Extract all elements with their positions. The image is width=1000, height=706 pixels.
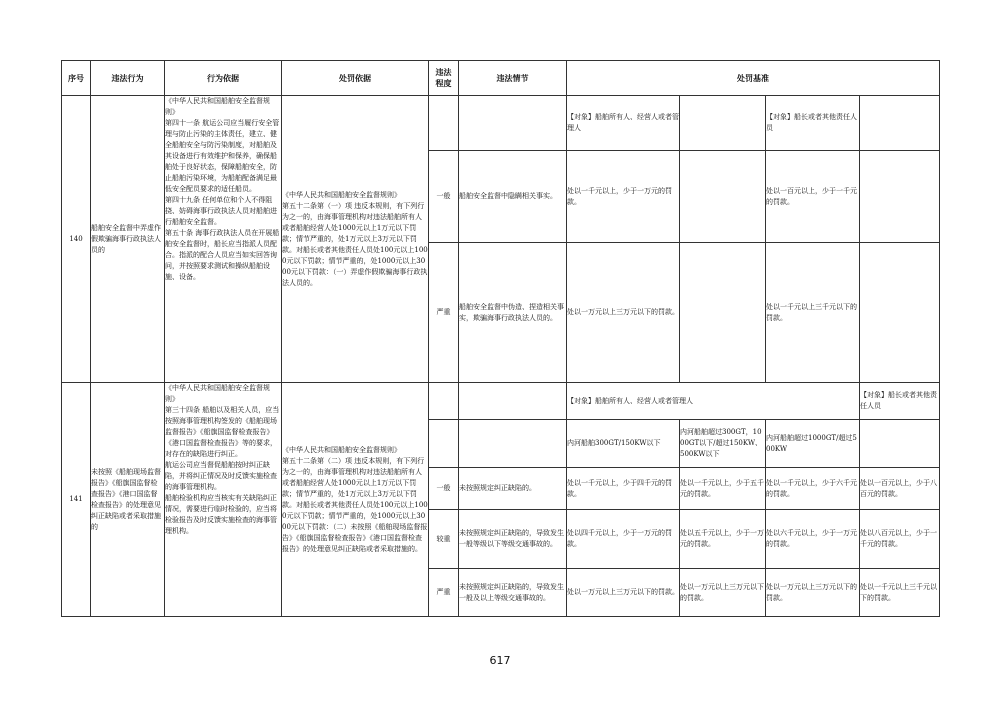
page-number: 617 [489,654,511,667]
circumstance-cell: 船舶安全监督中伪造、捏造相关事实，欺骗海事行政执法人员的。 [459,243,567,383]
header-degree: 违法 程度 [429,61,459,96]
seq-cell: 140 [62,96,91,383]
header-basis: 行为依据 [165,61,282,96]
captain-penalty-cell: 处以八百元以上，少于一千元的罚款。 [860,510,940,569]
penalty-cell: 《中华人民共和国船舶安全监督规则》 第五十二条第（一）项 违反本规则，有下列行为之一的，由海事管理机构对违法船舶所有人或者船舶经营人处1000元以上1万元以下罚款；情节严重的，处1万元以上3万元以下罚款。对船长或者其他责任人员处100元以上1000元以下罚款；情节严重的，处1000元以上3000元以下罚款：（一）弄虚作假欺骗海事行政执法人员的。 [282,96,429,383]
header-standard: 处罚基准 [567,61,940,96]
owner-penalty-cell: 处以一千元以上，少于一万元的罚款。 [567,151,680,243]
penalty-small-cell: 处以一万元以上三万元以下的罚款。 [567,569,680,617]
circumstance-cell: 船舶安全监督中隐瞒相关事实。 [459,151,567,243]
circumstance-cell: 未按照规定纠正缺陷的，导致发生一般等级以下等级交通事故的。 [459,510,567,569]
header-act: 违法行为 [91,61,165,96]
penalty-cell: 《中华人民共和国船舶安全监督规则》 第五十二条第（二）项 违反本规则，有下列行为之一的，由海事管理机构对违法船舶所有人或者船舶经营人处1000元以上1万元以下罚款；情节严重的，处1万元以上3万元以下罚款。对船长或者其他责任人员处100元以上1000元以下罚款；情节严重的，处1000元以上3000元以下罚款：（二）未按照《船舶现场监督报告》《船旗国监督检查报告》《港口国监督检查报告》的处理意见纠正缺陷或者采取措施的。 [282,383,429,617]
penalty-medium-cell: 处以五千元以上，少于一万元的罚款。 [680,510,766,569]
tonnage-medium-cell: 内河船舶超过300GT，1000GT以下/超过150KW、500KW以下 [680,420,766,468]
tonnage-small-cell: 内河船舶300GT/150KW以下 [567,420,680,468]
owner-penalty-cell: 处以一万元以上三万元以下的罚款。 [567,243,680,383]
captain-penalty-cell: 处以一百元以上，少于一千元的罚款。 [766,151,860,243]
table-row [62,96,940,151]
header-row [62,61,940,96]
penalty-large-cell: 处以六千元以上，少于一万元的罚款。 [766,510,860,569]
degree-cell: 严重 [429,569,459,617]
act-cell: 未按照《船舶现场监督报告》《船旗国监督检查报告》《港口国监督检查报告》的处理意见纠正缺陷或者采取措施的 [91,383,165,617]
circumstance-cell: 未按照规定纠正缺陷的，导致发生一般及以上等级交通事故的。 [459,569,567,617]
header-circumstance: 违法情节 [459,61,567,96]
penalty-small-cell: 处以一千元以上，少于四千元的罚款。 [567,468,680,510]
penalty-table [61,60,940,617]
object-owner-cell: 【对象】船舶所有人、经营人或者管理人 [567,383,860,420]
basis-cell: 《中华人民共和国船舶安全监督规则》 第四十一条 航运公司应当履行安全管理与防止污染的主体责任，建立、健全船舶安全与防污染制度，对船舶及其设备进行有效维护和保养，确保船舶处于良好状态，保障船舶安全，防止船舶污染环境，为船舶配备满足最低安全配员要求的适任船员。 第四十九条 任何单位和个人不得阻挠、妨碍海事行政执法人员对船舶进行船舶安全监督。 第五十条 海事行政执法人员在开展船舶安全监督时，船长应当指派人员配合。指派的配合人员应当如实回答询问，并按照要求测试和操纵船舶设施、设备。 [165,96,282,383]
object-captain-cell: 【对象】船长或者其他责任人员 [860,383,940,420]
degree-cell: 较重 [429,510,459,569]
degree-cell: 一般 [429,468,459,510]
captain-penalty-cell: 处以一百元以上，少于八百元的罚款。 [860,468,940,510]
captain-penalty-cell: 处以一千元以上三千元以下的罚款。 [766,243,860,383]
captain-penalty-cell: 处以一千元以上三千元以下的罚款。 [860,569,940,617]
degree-cell: 一般 [429,151,459,243]
penalty-large-cell: 处以一千元以上，少于六千元的罚款。 [766,468,860,510]
penalty-small-cell: 处以四千元以上，少于一万元的罚款。 [567,510,680,569]
act-cell: 船舶安全监督中弄虚作假欺骗海事行政执法人员的 [91,96,165,383]
object-owner-cell: 【对象】船舶所有人、经营人或者管理人 [567,96,680,151]
penalty-large-cell: 处以一万元以上三万元以下的罚款。 [766,569,860,617]
circumstance-cell: 未按照规定纠正缺陷的。 [459,468,567,510]
object-captain-cell: 【对象】船长或者其他责任人员 [766,96,860,151]
header-seq: 序号 [62,61,91,96]
penalty-medium-cell: 处以一万元以上三万元以下的罚款。 [680,569,766,617]
tonnage-large-cell: 内河船舶超过1000GT/超过500KW [766,420,860,468]
table-row [62,383,940,420]
basis-cell: 《中华人民共和国船舶安全监督规则》 第三十四条 船舶以及相关人员，应当按照海事管理机构签发的《船舶现场监督报告》《船旗国监督检查报告》《港口国监督检查报告》等的要求，对存在的缺陷进行纠正。 航运公司应当督促船舶按时纠正缺陷，并将纠正情况及时反馈实施检查的海事管理机构。 船舶检验机构应当核实有关缺陷纠正情况，需要进行临时检验的，应当将检验报告及时反馈实施检查的海事管理机构。 [165,383,282,617]
header-penalty-basis: 处罚依据 [282,61,429,96]
degree-cell: 严重 [429,243,459,383]
penalty-medium-cell: 处以一千元以上，少于五千元的罚款。 [680,468,766,510]
seq-cell: 141 [62,383,91,617]
